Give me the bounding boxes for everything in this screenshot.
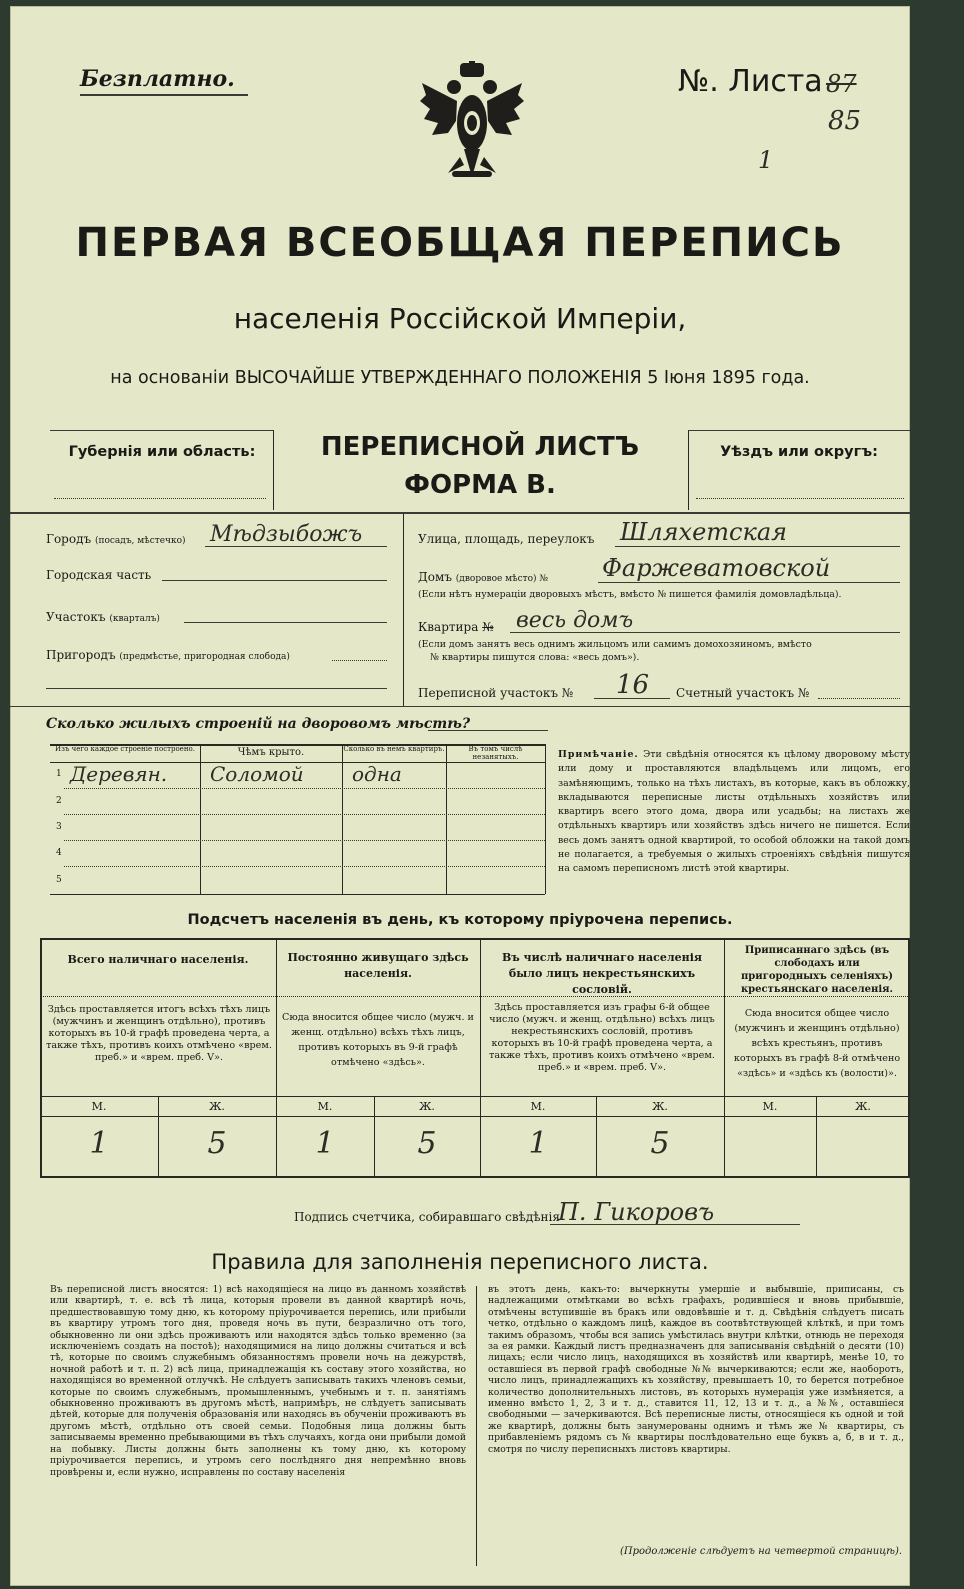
rule: [40, 996, 910, 997]
basis-line: на основаніи ВЫСОЧАЙШЕ УТВЕРЖДЕННАГО ПОЛОЖЕНІЯ 5 Іюня 1895 года.: [110, 368, 810, 388]
free-label: Безплатно.: [80, 66, 235, 92]
flat-note-1: (Если домъ занятъ весь однимъ жильцомъ или самимъ домохозяиномъ, вмѣсто: [418, 639, 812, 650]
precinct-field[interactable]: [184, 622, 387, 623]
female-label: Ж.: [652, 1100, 668, 1113]
col-non-peasant-desc: Здѣсь проставляется изъ графы 6-й общее число (мужч. и женщ. отдѣльно) всѣхъ лицъ некрестьянскихъ сословій, противъ которыхъ въ 10-й графѣ проведена черта, а также тѣхъ, противъ коихъ отмѣчено «врем. преб.» и «врем. преб. V».: [489, 1002, 715, 1073]
rule: [40, 1116, 910, 1117]
buildings-question: Сколько жилыхъ строеній на дворовомъ мѣстѣ?: [46, 716, 471, 732]
rule: [403, 514, 404, 706]
table-row: [50, 814, 545, 840]
col-flats-header: Сколько въ немъ квартиръ.: [343, 745, 445, 753]
street-line: [615, 546, 900, 547]
house-row: [418, 570, 548, 584]
form-letter: ФОРМА В.: [404, 470, 556, 500]
row-number: 3: [56, 822, 62, 832]
male-label: М.: [317, 1100, 333, 1113]
house-line: [598, 582, 900, 583]
buildings-answer-field[interactable]: [428, 730, 548, 731]
sheet-number-struck: 87: [826, 70, 857, 98]
province-label: Губернія или область:: [68, 444, 256, 460]
free-underline: [80, 94, 248, 96]
col-present-head: Всего наличнаго населенія.: [67, 953, 249, 966]
sheet-mark: 1: [758, 146, 774, 174]
suburb-field-2[interactable]: [46, 688, 387, 689]
rule: [10, 706, 910, 707]
sheet-number-value: 85: [828, 106, 862, 136]
col-material-header: Изъ чего каждое строеніе построено.: [55, 745, 195, 753]
table-row: [50, 840, 545, 866]
flat-row: [418, 620, 494, 634]
precinct-hint: (кварталъ): [109, 614, 160, 624]
rule: [10, 512, 910, 514]
rule: [688, 430, 689, 510]
non-peasant-female-value[interactable]: 5: [650, 1126, 670, 1161]
col-peasant-head: Приписаннаго здѣсь (въ слободахъ или пригородныхъ селеніяхъ) крестьянскаго населенія.: [740, 945, 894, 995]
flat-note-2: № квартиры пишутся слова: «весь домъ»).: [430, 652, 640, 663]
table-row: [50, 866, 545, 894]
non-peasant-male-value[interactable]: 1: [528, 1126, 548, 1161]
county-label: Уѣздъ или округъ:: [720, 444, 878, 460]
present-male-value[interactable]: 1: [89, 1126, 109, 1161]
census-sheet: [10, 6, 910, 1586]
rule: [50, 430, 274, 431]
female-label: Ж.: [419, 1100, 435, 1113]
street-label: Улица, площадь, переулокъ: [418, 532, 595, 546]
row-number: 1: [56, 769, 62, 779]
county-field[interactable]: [696, 498, 904, 499]
rule: [476, 1286, 477, 1566]
signature-line: [550, 1224, 800, 1225]
female-label: Ж.: [855, 1100, 871, 1113]
main-title: ПЕРВАЯ ВСЕОБЩАЯ ПЕРЕПИСЬ: [75, 220, 845, 266]
row-number: 4: [56, 848, 62, 858]
rule: [273, 430, 274, 510]
flat-line: [510, 632, 900, 633]
signature-value[interactable]: П. Гикоровъ: [558, 1198, 715, 1226]
note-head: Примѣчаніе.: [558, 749, 639, 760]
district-field[interactable]: [162, 580, 387, 581]
house-label: Домъ: [418, 570, 452, 584]
suburb-label: Пригородъ: [46, 648, 116, 662]
col-roof-header: Чѣмъ крыто.: [237, 747, 305, 758]
imperial-eagle-icon: [420, 61, 524, 189]
form-title: ПЕРЕПИСНОЙ ЛИСТЪ: [320, 432, 640, 462]
census-district-line: [594, 698, 670, 699]
col-present-desc: Здѣсь проставляется итогъ всѣхъ тѣхъ лицъ (мужчинъ и женщинъ отдѣльно), противъ которыхъ въ 10-й графѣ проведена черта, а также тѣхъ, противъ коихъ отмѣчено «врем. преб.» и «врем. преб. V».: [46, 1004, 272, 1063]
city-value[interactable]: Мѣдзыбожъ: [210, 522, 363, 547]
col-peasant-desc: Сюда вносится общее число (мужчинъ и женщинъ отдѣльно) всѣхъ крестьянъ, противъ которыхъ въ графѣ 8-й отмѣчено «здѣсь» и «здѣсь къ (волости)».: [733, 1008, 901, 1079]
rules-title: Правила для заполненія переписного листа.: [211, 1250, 709, 1274]
street-value[interactable]: Шляхетская: [620, 518, 788, 546]
row-number: 2: [56, 796, 62, 806]
rules-continued: (Продолженіе слѣдуетъ на четвертой страницѣ).: [620, 1546, 903, 1557]
flat-label: Квартира: [418, 620, 479, 634]
house-note: (Если нѣтъ нумераціи дворовыхъ мѣстъ, вмѣсто № пишется фамилія домовладѣльца).: [418, 589, 842, 600]
province-field[interactable]: [54, 498, 266, 499]
suburb-field[interactable]: [332, 660, 387, 661]
suburb-hint: (предмѣстье, пригородная слобода): [119, 652, 290, 662]
rules-right-column: въ этотъ день, какъ-то: вычеркнуты умершіе и выбывшіе, приписаны, съ надлежащими отмѣтками во всѣхъ графахъ, родившіеся и вновь прибывшіе, отмѣчены вступившіе въ бракъ или овдовѣвшіе и т. д. Свѣдѣнія слѣдуетъ писать четко, отдѣльно о каждомъ лицѣ, каждое въ соотвѣтствующей клѣткѣ, и при томъ такимъ образомъ, чтобы вся запись умѣстилась внутри клѣтки, отнюдь не переходя за ея рамки. Каждый листъ предназначенъ для записыванія свѣдѣній о десяти (10) лицахъ; если число лицъ, находящихся въ хозяйствѣ или квартирѣ, менѣе 10, то оставшіеся въ первой графѣ свободные №№ вычеркиваются; если же, наоборотъ, число лицъ, принадлежащихъ къ хозяйству, превышаетъ 10, то берется потребное количество дополнительныхъ листовъ, въ которыхъ нумерація уже измѣняется, а именно вмѣсто 1, 2, 3 и т. д., ставится 11, 12, 13 и т. д., а №№, оставшіеся свободными — зачеркиваются. Всѣ переписные листы, относящіеся къ одной и той же квартирѣ, должны быть занумерованы однимъ и тѣмъ же № квартиры, съ прибавленіемъ рядомъ съ № квартиры послѣдовательно еще буквъ а, б, в и т. д., смотря по числу переписныхъ листовъ квартиры.: [488, 1284, 904, 1455]
precinct-label: Участокъ: [46, 610, 106, 624]
sheet-number-label: №. Листа: [678, 64, 823, 99]
census-district-label: Переписной участокъ №: [418, 686, 574, 700]
permanent-male-value[interactable]: 1: [315, 1126, 335, 1161]
note-body: Эти свѣдѣнія относятся къ цѣлому дворовому мѣсту или дому и проставляются владѣльцемъ или лицомъ, его замѣняющимъ, только на тѣхъ листахъ, въ которые, какъ въ обложку, вкладываются переписные листы отдѣльныхъ хозяйствъ или квартиръ всего этого дома, двора или усадьбы; на листахъ же отдѣльныхъ квартиръ или хозяйствъ здѣсь ничего не пишется. Если весь домъ занятъ одной квартирой, то особой обложки на такой домъ не полагается, а требуемыя о жилыхъ строеніяхъ свѣдѣнія пишутся на самомъ переписномъ листѣ этой квартиры.: [558, 749, 910, 875]
male-label: М.: [762, 1100, 778, 1113]
district-label: Городская часть: [46, 568, 152, 582]
table-row: [50, 788, 545, 814]
col-empty-header: Въ томъ числѣ незанятыхъ.: [468, 745, 523, 761]
population-title: Подсчетъ населенія въ день, къ которому пріурочена перепись.: [187, 912, 733, 928]
count-district-field[interactable]: [818, 698, 900, 699]
census-district-value[interactable]: 16: [616, 670, 650, 700]
col-permanent-desc: Сюда вносится общее число (мужч. и женщ. отдѣльно) всѣхъ тѣхъ лицъ, противъ которыхъ въ 9-й графѣ отмѣчено «здѣсь».: [282, 1012, 474, 1068]
rule: [724, 938, 725, 1178]
col-permanent-head: Постоянно живущаго здѣсь населенія.: [287, 951, 469, 980]
city-label: Городъ: [46, 532, 92, 546]
signature-label: Подпись счетчика, собиравшаго свѣдѣнія: [294, 1210, 560, 1224]
rule: [545, 744, 546, 894]
city-row: [46, 532, 186, 546]
row-material[interactable]: Деревян.: [70, 762, 168, 786]
buildings-table: [50, 744, 545, 894]
male-label: М.: [530, 1100, 546, 1113]
flat-number-sign: №: [482, 620, 494, 634]
row-flats[interactable]: одна: [352, 762, 402, 786]
present-female-value[interactable]: 5: [207, 1126, 227, 1161]
rules-left-column: Въ переписной листъ вносятся: 1) всѣ находящіеся на лицо въ данномъ хозяйствѣ или квартирѣ, т. е. всѣ тѣ лица, которыя провели въ данной квартирѣ ночь, предшествовавшую тому дню, къ которому пріурочивается перепись, или прибыли въ квартиру утромъ того дня, проведя ночь въ пути, безразлично отъ того, обыкновенно ли они здѣсь проживаютъ или находятся здѣсь только временно (за исключеніемъ создать на постоѣ); находящимися на лицо должны считаться и всѣ тѣ, которые по своимъ служебнымъ обязанностямъ провели ночь на дежурствѣ, ночной работѣ и т. п. 2) всѣ лица, принадлежащія къ составу этого хозяйства, но находящіяся во временной отлучкѣ. Не слѣдуетъ записывать такихъ членовъ семьи, которые по своимъ служебнымъ, промышленнымъ, учебнымъ и т. п. занятіямъ обыкновенно проживаютъ въ другомъ мѣстѣ, напримѣръ, не слѣдуетъ записывать дѣтей, которые для полученія образованія или находясь въ обученіи проживаютъ въ другомъ мѣстѣ, отдѣльно отъ своей семьи. Подобныя лица должны быть записываемы временно пребывающими въ тѣхъ случаяхъ, когда они прибыли домой на побывку. Листы должны быть заполнены къ тому дню, къ которому пріурочивается перепись, и утромъ сего послѣдняго дня непремѣнно вновь провѣрены и, если нужно, исправлены по составу населенія: [50, 1284, 466, 1478]
male-label: М.: [91, 1100, 107, 1113]
precinct-row: [46, 610, 160, 624]
flat-value[interactable]: весь домъ: [516, 608, 634, 633]
rule: [40, 1096, 910, 1097]
count-district-label: Счетный участокъ №: [676, 686, 810, 700]
row-roof[interactable]: Соломой: [210, 762, 304, 786]
city-hint: (посадъ, мѣстечко): [94, 536, 186, 546]
buildings-note: [558, 748, 910, 877]
row-number: 5: [56, 875, 62, 885]
col-non-peasant-head: Въ числѣ наличнаго населенія было лицъ некрестьянскихъ сословій.: [501, 951, 702, 996]
house-value[interactable]: Фаржеватовской: [602, 554, 831, 582]
sub-title: населенія Россійской Имперіи,: [233, 302, 687, 335]
city-line: [205, 546, 387, 547]
permanent-female-value[interactable]: 5: [417, 1126, 437, 1161]
rule: [50, 894, 545, 895]
female-label: Ж.: [209, 1100, 225, 1113]
suburb-row: [46, 648, 290, 662]
table-row: [50, 762, 545, 788]
rule: [688, 430, 910, 431]
house-hint: (дворовое мѣсто) №: [455, 574, 548, 584]
